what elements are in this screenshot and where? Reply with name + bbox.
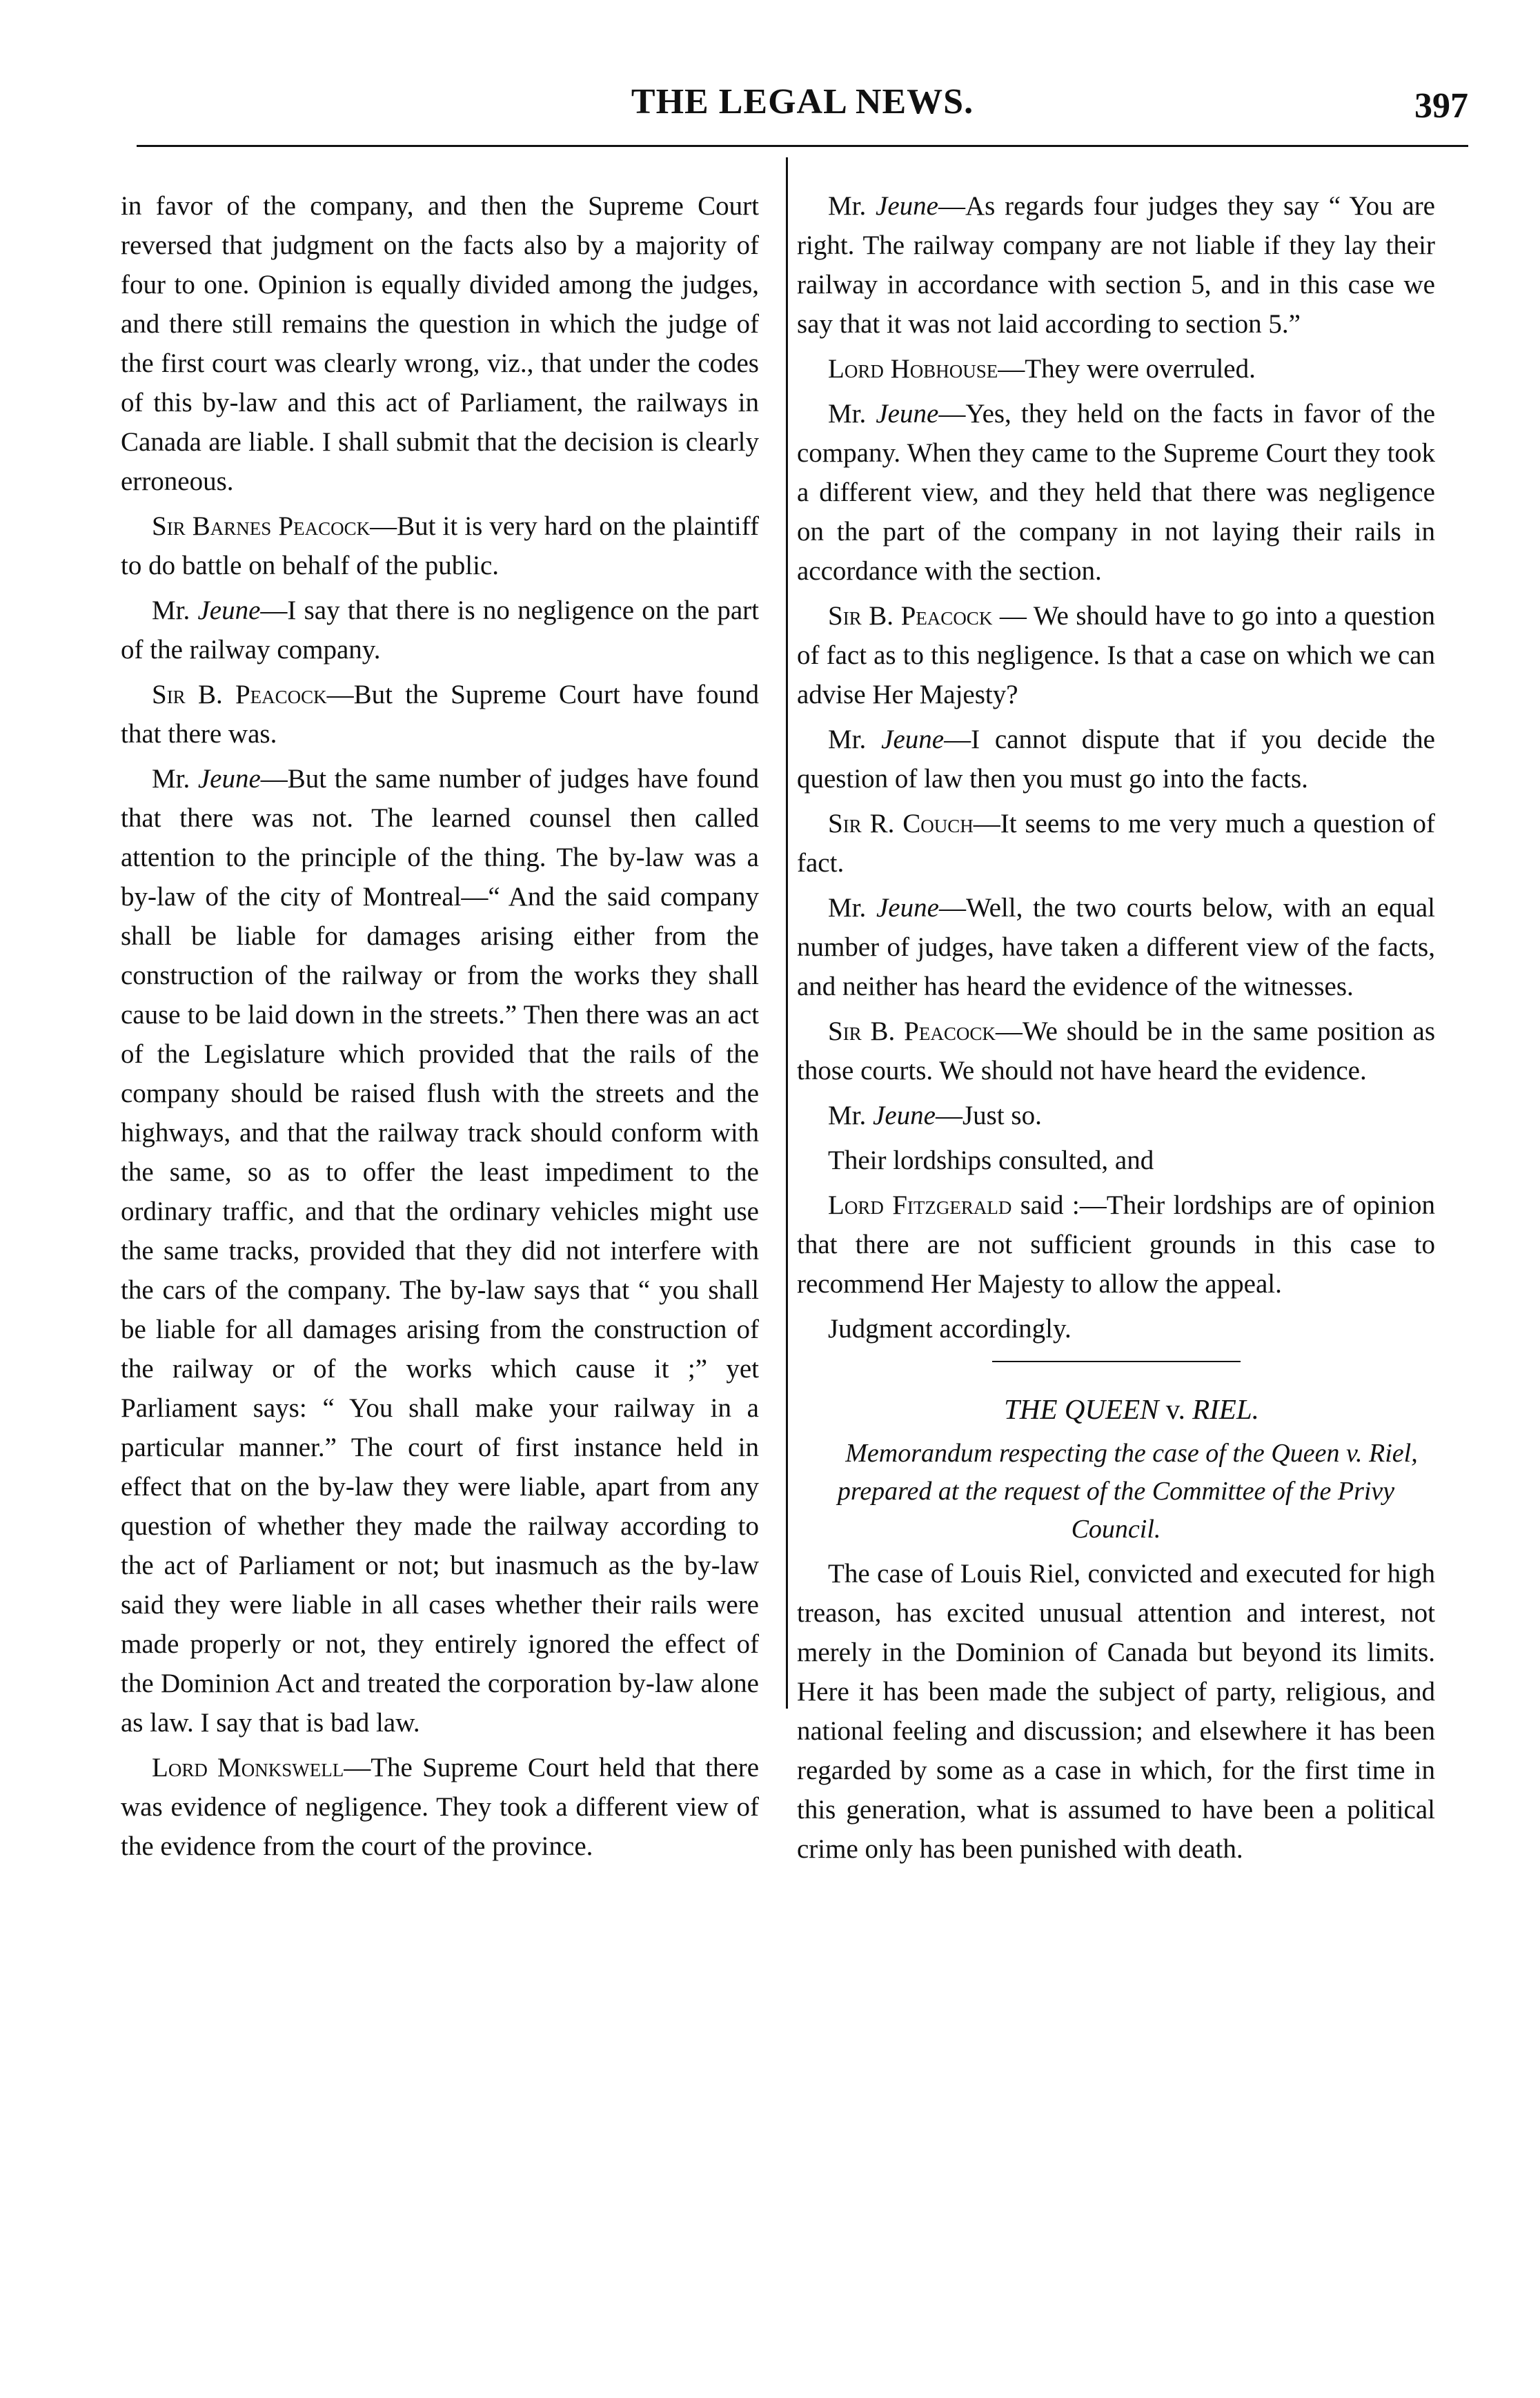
- speaker-name: Jeune: [197, 596, 261, 625]
- paragraph: Lord Hobhouse—They were overruled.: [828, 354, 1256, 384]
- speaker-name: Jeune: [876, 893, 939, 923]
- speaker-name: Sir Barnes Peacock: [152, 511, 371, 541]
- speaker-name: Jeune: [197, 764, 261, 794]
- paragraph: Mr. Jeune—I say that there is no negligence on the part of the railway company.: [121, 596, 759, 665]
- running-title: THE LEGAL NEWS.: [631, 82, 974, 121]
- speaker-name: Sir B. Peacock: [828, 601, 993, 631]
- section-divider: [992, 1361, 1241, 1362]
- paragraph: Sir B. Peacock—But the Supreme Court have found that there was.: [121, 680, 759, 749]
- paragraph: Mr. Jeune—Yes, they held on the facts in favor of the company. When they came to the Supreme Court they took a different view, and they held that there was negligence on the part of the company in not laying their rails in accordance with the section.: [797, 399, 1436, 586]
- header-rule: [137, 145, 1468, 147]
- left-column: [121, 186, 759, 1871]
- speaker-name: Sir B. Peacock: [152, 680, 327, 709]
- paragraph: Mr. Jeune—As regards four judges they say “ You are right. The railway company are not liable if they lay their railway in accordance with section 5, and in this case we say that it was not laid according to section 5.”: [797, 191, 1435, 339]
- column-divider: [786, 157, 788, 1709]
- speaker-name: Sir R. Couch: [828, 809, 974, 838]
- paragraph: Judgment accordingly.: [828, 1314, 1072, 1344]
- page-number: 397: [1414, 86, 1468, 126]
- paragraph: Mr. Jeune—I cannot dispute that if you decide the question of law then you must go into the facts.: [797, 725, 1435, 794]
- paragraph: Sir B. Peacock—We should be in the same position as those courts. We should not have heard the evidence.: [797, 1016, 1435, 1085]
- speaker-name: Jeune: [873, 1101, 936, 1130]
- paragraph: in favor of the company, and then the Supreme Court reversed that judgment on the facts also by a majority of four to one. Opinion is equally divided among the judges, and there still remains the question in which the judge of the first court was clearly wrong, viz., that under the codes of this by-law and this act of Parliament, the railways in Canada are liable. I shall submit that the decision is clearly erroneous.: [121, 191, 759, 496]
- paragraph: Sir R. Couch—It seems to me very much a question of fact.: [797, 809, 1435, 878]
- article-subtitle: Memorandum respecting the case of the Queen v. Riel, prepared at the request of the Committee of the Privy Council.: [837, 1439, 1418, 1544]
- speaker-name: Jeune: [876, 399, 939, 429]
- paragraph: Mr. Jeune—Well, the two courts below, with an equal number of judges, have taken a different view of the facts, and neither has heard the evidence of the witnesses.: [797, 893, 1435, 1001]
- paragraph: Their lordships consulted, and: [828, 1146, 1154, 1175]
- paragraph: Lord Monkswell—The Supreme Court held that there was evidence of negligence. They took a different view of the evidence from the court of the province.: [121, 1753, 760, 1861]
- paragraph: Lord Fitzgerald said :—Their lordships are of opinion that there are not sufficient grounds in this case to recommend Her Majesty to allow the appeal.: [797, 1190, 1435, 1299]
- speaker-name: Lord Fitzgerald: [828, 1190, 1012, 1220]
- right-column: [797, 186, 1435, 1874]
- paragraph: Sir Barnes Peacock—But it is very hard on the plaintiff to do battle on behalf of the public.: [121, 511, 759, 580]
- article-title: THE QUEEN v. RIEL.: [1004, 1393, 1259, 1425]
- speaker-name: Jeune: [881, 725, 945, 754]
- paragraph: Mr. Jeune—But the same number of judges have found that there was not. The learned counsel then called attention to the principle of the thing. The by-law was a by-law of the city of Montreal—“ And the said company shall be liable for damages arising either from the construction of the railway or from the works they shall cause to be laid down in the streets.” Then there was an act of the Legislature which provided that the rails of the company should be raised flush with the streets and the highways, and that the railway track should conform with the same, so as to offer the least impediment to the ordinary traffic, and that the ordinary vehicles might use the same tracks, provided that they did not interfere with the cars of the company. The by-law says that “ you shall be liable for all damages arising from the construction of the railway or of the works which cause it ;” yet Parliament says: “ You shall make your railway in a particular manner.” The court of first instance held in effect that on the by-law they were liable, apart from any question of whether they made the railway according to the act of Parliament or not; but inasmuch as the by-law said they were liable in all cases whether their rails were made properly or not, they entirely ignored the effect of the Dominion Act and treated the corporation by-law alone as law. I say that is bad law.: [121, 764, 759, 1738]
- speaker-name: Lord Hobhouse: [828, 354, 998, 384]
- paragraph: Sir B. Peacock — We should have to go into a question of fact as to this negligence. Is that a case on which we can advise Her Majesty?: [797, 601, 1435, 709]
- paragraph: Mr. Jeune—Just so.: [828, 1101, 1042, 1130]
- speaker-name: Lord Monkswell: [152, 1753, 344, 1782]
- page-header: [137, 81, 1468, 137]
- paragraph: The case of Louis Riel, convicted and executed for high treason, has excited unusual attention and interest, not merely in the Dominion of Canada but beyond its limits. Here it has been made the subject of party, religious, and national feeling and discussion; and elsewhere it has been regarded by some as a case in which, for the first time in this generation, what is assumed to have been a political crime only has been punished with death.: [797, 1559, 1435, 1864]
- speaker-name: Sir B. Peacock: [828, 1016, 996, 1046]
- speaker-name: Jeune: [876, 191, 938, 221]
